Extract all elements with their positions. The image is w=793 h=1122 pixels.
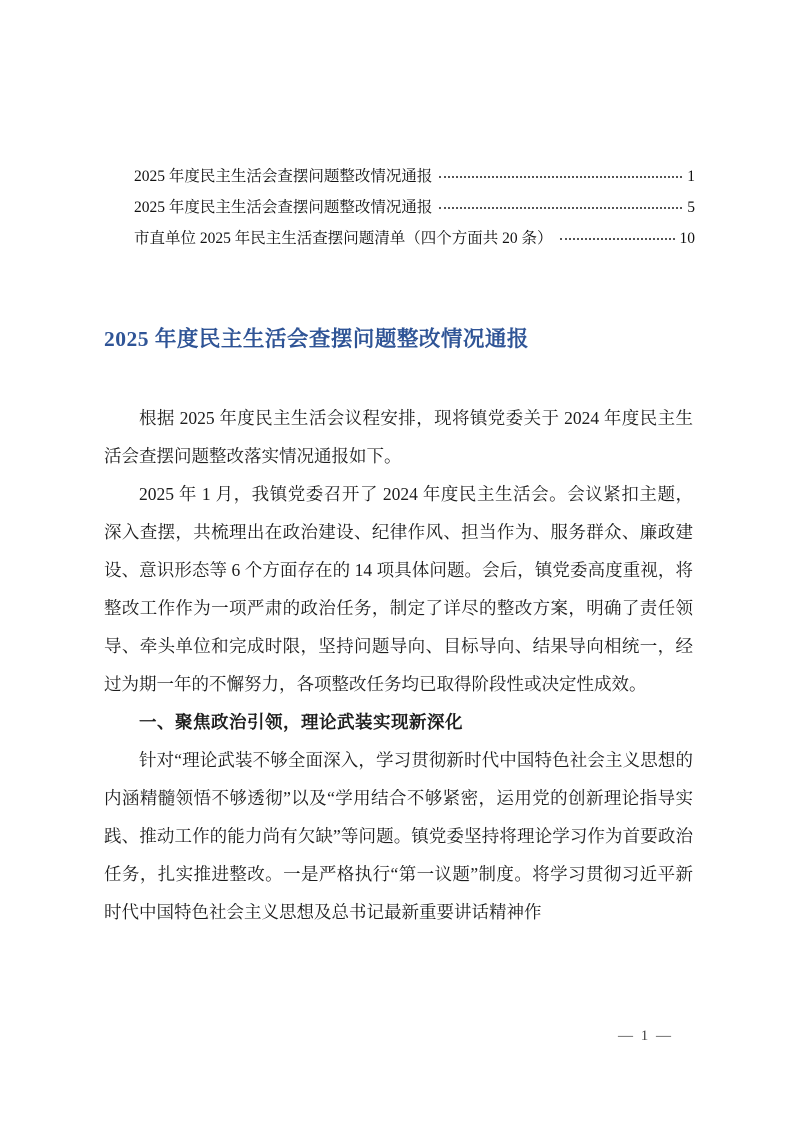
toc-entry-label: 市直单位 2025 年民主生活查摆问题清单（四个方面共 20 条） [134, 230, 553, 247]
toc-entry-3[interactable] [134, 226, 695, 257]
toc-dot-leader [439, 176, 682, 178]
toc-entry-label: 2025 年度民主生活会查摆问题整改情况通报 [134, 168, 433, 185]
toc-entry-2[interactable] [134, 195, 695, 226]
document-title: 2025 年度民主生活会查摆问题整改情况通报 [104, 327, 529, 351]
toc-entry-label: 2025 年度民主生活会查摆问题整改情况通报 [134, 199, 433, 216]
section-heading-1: 一、聚焦政治引领，理论武装实现新深化 [139, 712, 463, 732]
toc-dot-leader [439, 207, 682, 209]
document-body [104, 399, 693, 931]
toc-page-number: 10 [679, 230, 695, 247]
toc-page-number: 5 [687, 199, 695, 216]
body-paragraph-1: 根据 2025 年度民主生活会议程安排，现将镇党委关于 2024 年度民主生活会查摆问题整改落实情况通报如下。 [104, 408, 693, 466]
footer-page-number: — 1 — [618, 1028, 673, 1044]
toc-dot-leader [560, 238, 675, 240]
section-paragraph-1: 针对“理论武装不够全面深入，学习贯彻新时代中国特色社会主义思想的内涵精髓领悟不够透彻”以及“学用结合不够紧密，运用党的创新理论指导实践、推动工作的能力尚有欠缺”等问题。镇党委坚持将理论学习作为首要政治任务，扎实推进整改。一是严格执行“第一议题”制度。将学习贯彻习近平新时代中国特色社会主义思想及总书记最新重要讲话精神作 [104, 750, 693, 922]
body-paragraph-2: 2025 年 1 月，我镇党委召开了 2024 年度民主生活会。会议紧扣主题，深入查摆，共梳理出在政治建设、纪律作风、担当作为、服务群众、廉政建设、意识形态等 6 个方面存在的 14 项具体问题。会后，镇党委高度重视，将整改工作作为一项严肃的政治任务，制定了详尽的整改方案，明确了责任领导、牵头单位和完成时限，坚持问题导向、目标导向、结果导向相统一，经过为期一年的不懈努力，各项整改任务均已取得阶段性或决定性成效。 [104, 484, 693, 694]
toc-page-number: 1 [687, 168, 695, 185]
table-of-contents [134, 164, 695, 257]
toc-entry-1[interactable] [134, 164, 695, 195]
